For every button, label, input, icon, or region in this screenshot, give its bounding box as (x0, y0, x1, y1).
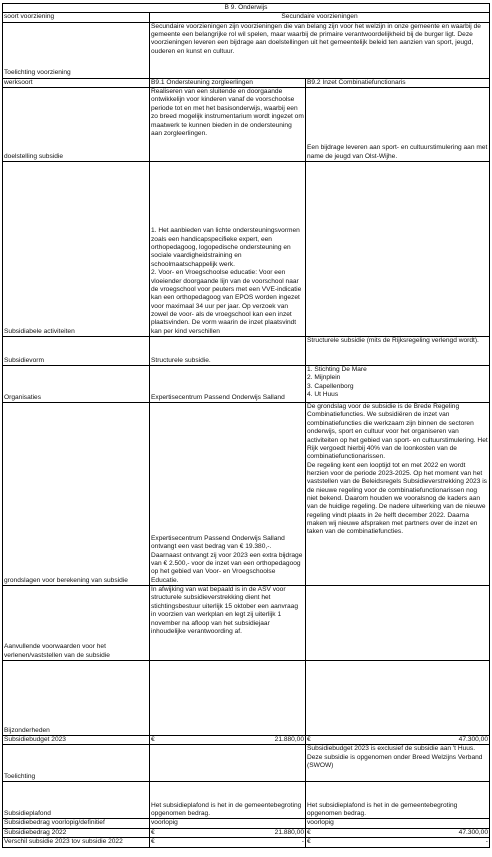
cell-col1: Structurele subsidie. (150, 337, 306, 366)
currency-symbol: € (307, 736, 311, 744)
row-label: Subsidiebedrag voorlopig/definitief (3, 819, 150, 828)
table-row (3, 22, 490, 78)
amount-cell (306, 838, 490, 847)
table-title: B 9. Onderwijs (3, 4, 490, 13)
currency-symbol: € (151, 828, 155, 836)
row-label: Aanvullende voorwaarden voor het verlenen/vaststellen van de subsidie (3, 586, 150, 661)
amount-cell (306, 828, 490, 837)
cell-col2 (306, 162, 490, 337)
row-label: grondslagen voor berekening van subsidie (3, 403, 150, 586)
table-row (3, 819, 490, 828)
row-label: soort voorziening (3, 13, 150, 22)
cell-col1: Realiseren van een sluitende en doorgaande ontwikkelijn voor kinderen vanaf de voorschoolse periode tot en met het basisonderwijs, waarbij een zo breed mogelijk instrumentarium wordt ingezet om maatwerk te kunnen bieden in de ondersteuning aan zorgleerlingen. (150, 88, 306, 162)
cell-col1: In afwijking van wat bepaald is in de ASV voor structurele subsidieverstrekking dient het stichtingsbestuur uiterlijk 15 oktober een aanvraag in voorzien van werkplan en legt zij uiterlijk 1 november na afloop van het subsidiejaar inhoudelijke verantwoording af. (150, 586, 306, 661)
table-row (3, 337, 490, 366)
amount-cell (150, 828, 306, 837)
row-label: Subsidiabele activiteiten (3, 162, 150, 337)
table-row (3, 88, 490, 162)
amount-value: - (485, 838, 488, 846)
amount-value: 21.880,00 (274, 828, 304, 836)
row-label: Subsidiebudget 2023 (3, 736, 150, 745)
amount-cell (306, 736, 490, 745)
amount-value: 47.300,00 (458, 828, 488, 836)
cell-col1: Expertisecentrum Passend Onderwijs Salland ontvangt een vast bedrag van € 19.380,-. Daarnaast ontvangt zij voor 2023 een extra bijdrage van € 2.500,- voor de inzet van een orthopedagoog op het gebied van Voor- en Vroegschoolse Educatie. (150, 403, 306, 586)
row-label: Subsidievorm (3, 337, 150, 366)
cell-col1: voorlopig (150, 819, 306, 828)
table-row (3, 736, 490, 745)
table-title-row (3, 4, 490, 13)
row-label: Bijzonderheden (3, 661, 150, 736)
cell-col2: voorlopig (306, 819, 490, 828)
cell-col1: 1. Het aanbieden van lichte ondersteuningsvormen zoals een handicapspecifieke expert, een orthopedagoog, logopedische ondersteuning en sociale vaardigheidstraining en schoolmaatschappelijk werk. 2. Voor- en Vroegschoolse educatie: Voor een vloeiender doorgaande lijn van de voorschool naar de vroegschool voor peuters met een VVE-indicatie kan een orthopedagoog van EPOS worden ingezet voor maximaal 34 uur per jaar. Op verzoek van zowel de voor- als de vroegschool kan een inzet plaatsvinden. De vorm waarin de inzet plaatsvindt kan per kind verschillen (150, 162, 306, 337)
row-label: Subsidiebedrag 2022 (3, 828, 150, 837)
table-row (3, 13, 490, 22)
row-label: werksoort (3, 78, 150, 87)
cell-col2: 1. Stichting De Mare 2. Mijnplein 3. Capellenborg 4. Ut Huus (306, 366, 490, 403)
cell-col1: Expertisecentrum Passend Onderwijs Salland (150, 366, 306, 403)
amount-value: 47.300,00 (458, 736, 488, 744)
table-row (3, 828, 490, 837)
cell-col2: Het subsidieplafond is het in de gemeentebegroting opgenomen bedrag. (306, 782, 490, 819)
table-row (3, 661, 490, 736)
currency-symbol: € (307, 828, 311, 836)
table-row (3, 78, 490, 87)
cell-col2: De grondslag voor de subsidie is de Brede Regeling Combinatiefuncties. We subsidiëren de inzet van combinatiefuncties die werkzaam zijn binnen de sectoren onderwijs, sport en cultuur voor het organiseren van activiteiten op het gebied van sport- en cultuurstimulering. Het Rijk vergoedt hierbij 40% van de loonkosten van de combinatiefunctionarissen. De regeling kent een looptijd tot en met 2022 en wordt herzien voor de periode 2023-2025. Op het moment van het vaststellen van de Beleidsregels Subsidieverstrekking 2023 is de nieuwe regeling voor de combinatiefunctionarissen nog niet bekend. Daarom houden we vooralsnog de kaders aan van de huidige regeling. De nadere uitwerking van de nieuwe regeling vindt plaats in 2e helft december 2022. Daarna maken wij nieuwe afspraken met partners over de inzet en taken van de combinatiefuncties. (306, 403, 490, 586)
row-label: Toelichting voorziening (3, 22, 150, 78)
amount-value: 21.880,00 (274, 736, 304, 744)
subsidy-table (2, 3, 490, 848)
cell-col1: B9.1 Ondersteuning zorgleerlingen (150, 78, 306, 87)
cell-value: Secundaire voorzieningen zijn voorzieningen die van belang zijn voor het welzijn in onze gemeente en waarbij de gemeente een belangrijke rol wil spelen, maar waarbij de primaire verantwoordelijkheid bij de burger ligt. Deze voorzieningen leveren een bijdrage aan doelstellingen uit het gemeentelijk beleid ten aanzien van sport, jeugd, ouderen en kunst en cultuur. (150, 22, 490, 78)
amount-cell (150, 736, 306, 745)
cell-value: Secundaire voorzieningen (150, 13, 490, 22)
row-label: doelstelling subsidie (3, 88, 150, 162)
currency-symbol: € (307, 838, 311, 846)
currency-symbol: € (151, 838, 155, 846)
cell-col2 (306, 586, 490, 661)
row-label: Toelichting (3, 745, 150, 782)
currency-symbol: € (151, 736, 155, 744)
amount-cell (150, 838, 306, 847)
cell-col2: Structurele subsidie (mits de Rijksregeling verlengd wordt). (306, 337, 490, 366)
cell-col2 (306, 661, 490, 736)
row-label: Organisaties (3, 366, 150, 403)
cell-col1 (150, 745, 306, 782)
table-row (3, 782, 490, 819)
cell-col2: Subsidiebudget 2023 is exclusief de subsidie aan 't Huus. Deze subsidie is opgenomen onder Breed Welzijns Verband (SWOW) (306, 745, 490, 782)
cell-col2: Een bijdrage leveren aan sport- en cultuurstimulering aan met name de jeugd van Olst-Wijhe. (306, 88, 490, 162)
row-label: Verschil subsidie 2023 tov subsidie 2022 (3, 838, 150, 847)
cell-col2: B9.2 Inzet Combinatiefunctionaris (306, 78, 490, 87)
row-label: Subsidieplafond (3, 782, 150, 819)
table-row (3, 162, 490, 337)
table-row (3, 366, 490, 403)
cell-col1 (150, 661, 306, 736)
table-row (3, 838, 490, 847)
cell-col1: Het subsidieplafond is het in de gemeentebegroting opgenomen bedrag. (150, 782, 306, 819)
table-row (3, 403, 490, 586)
table-row (3, 745, 490, 782)
amount-value: - (301, 838, 304, 846)
table-row (3, 586, 490, 661)
